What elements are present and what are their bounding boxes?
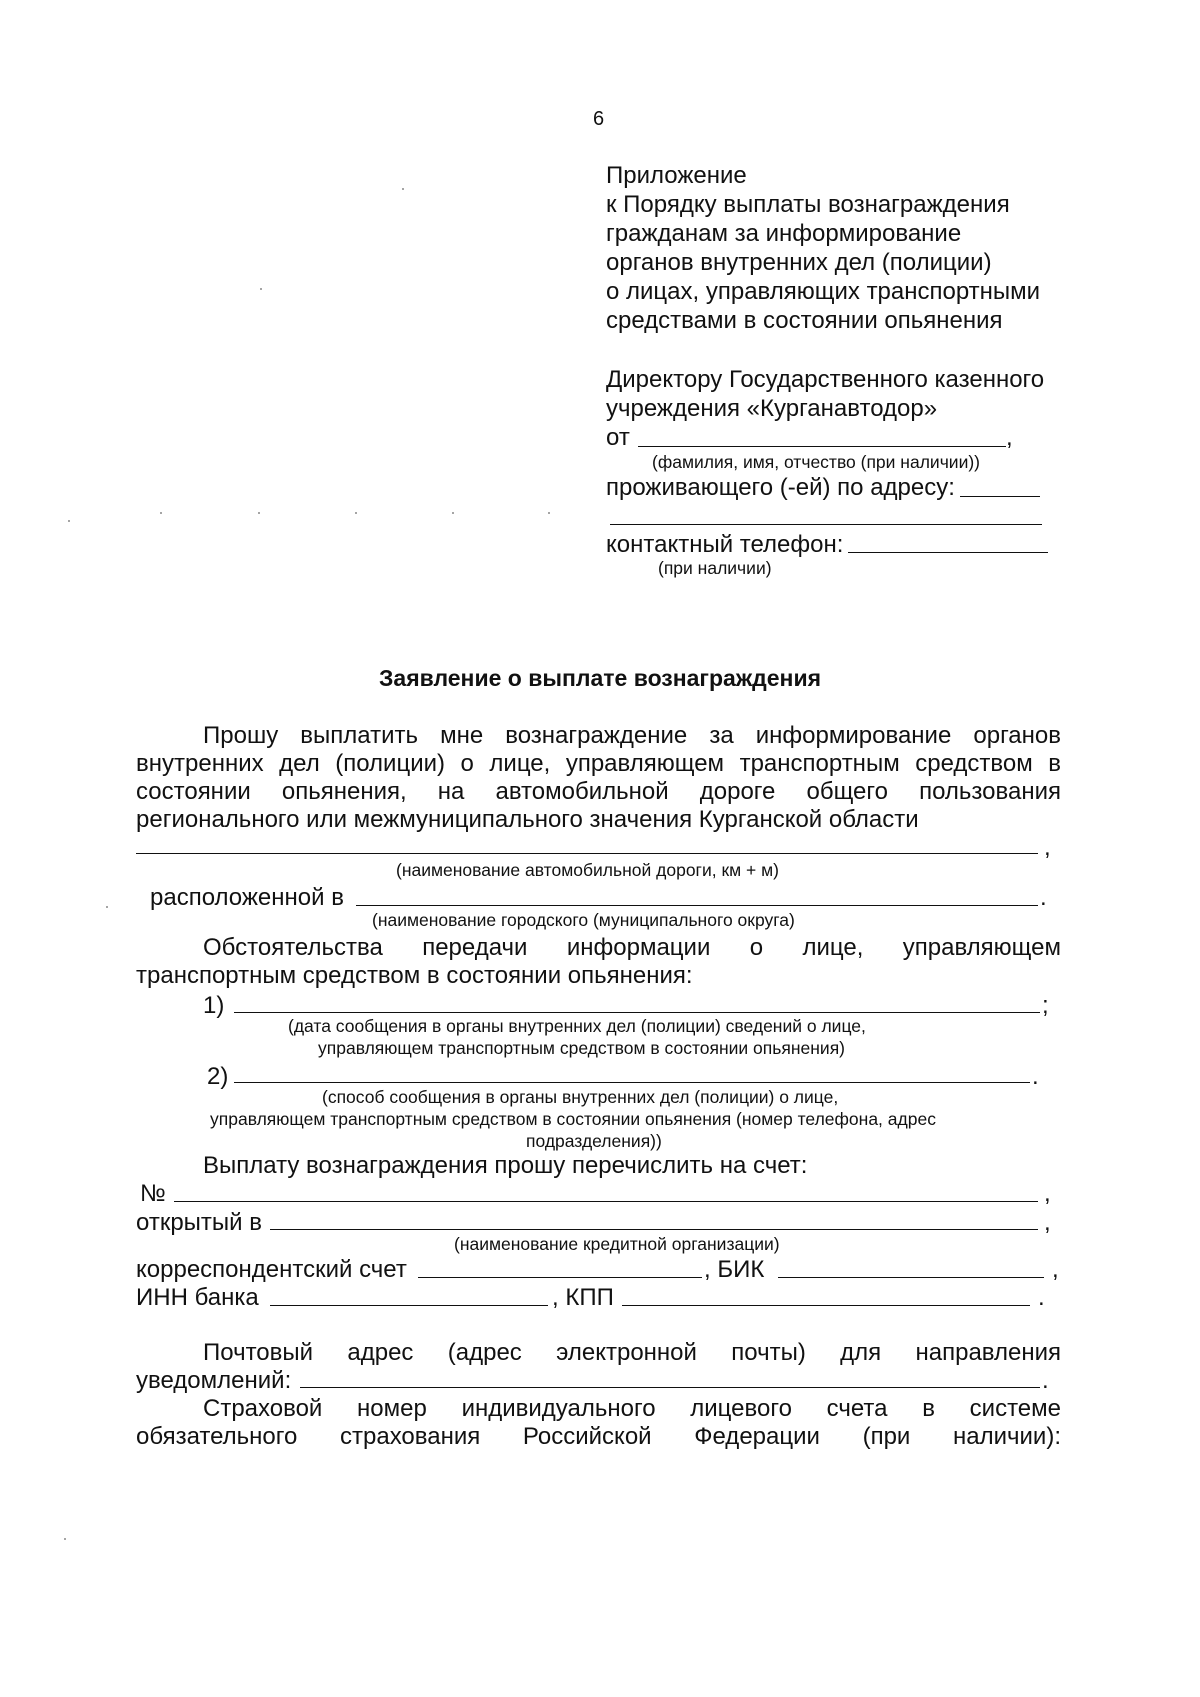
item1-label: 1): [203, 992, 225, 1019]
item1-hint: (дата сообщения в органы внутренних дел (полиции) сведений о лице,: [288, 1016, 866, 1036]
bik-field[interactable]: [778, 1277, 1044, 1278]
scan-speck: [260, 288, 262, 290]
bank-label: открытый в: [136, 1209, 262, 1236]
address-field-1[interactable]: [960, 496, 1040, 497]
item2-label: 2): [207, 1063, 229, 1090]
scan-speck: [106, 906, 108, 908]
scan-speck: [160, 512, 162, 514]
account-field[interactable]: [174, 1201, 1038, 1202]
located-period: .: [1040, 884, 1047, 911]
scan-speck: [548, 512, 550, 514]
road-hint: (наименование автомобильной дороги, км + м): [396, 860, 779, 880]
bank-field[interactable]: [270, 1229, 1038, 1230]
bik-label: , БИК: [704, 1256, 765, 1283]
item2-end: .: [1032, 1063, 1039, 1090]
appendix-line: Приложение: [606, 162, 747, 189]
scan-speck: [355, 512, 357, 514]
appendix-line: органов внутренних дел (полиции): [606, 249, 992, 276]
appendix-line: средствами в состоянии опьянения: [606, 307, 1003, 334]
intro-line: внутренних дел (полиции) о лице, управляющем транспортным средством в: [136, 750, 1061, 777]
postal-end: .: [1042, 1367, 1049, 1394]
postal-label: уведомлений:: [136, 1367, 292, 1394]
addressee-line: Директору Государственного казенного: [606, 366, 1045, 393]
intro-line: Прошу выплатить мне вознаграждение за информирование органов: [203, 722, 1061, 749]
appendix-line: гражданам за информирование: [606, 220, 962, 247]
bank-end: ,: [1044, 1209, 1051, 1236]
item2-hint: подразделения)): [526, 1131, 662, 1151]
located-field[interactable]: [356, 905, 1038, 906]
located-label: расположенной в: [150, 884, 344, 911]
postal-field[interactable]: [300, 1387, 1040, 1388]
kpp-label: , КПП: [552, 1284, 614, 1311]
circumstances-line: транспортным средством в состоянии опьянения:: [136, 962, 693, 989]
account-label: №: [140, 1180, 166, 1207]
addressee-line: учреждения «Курганавтодор»: [606, 395, 938, 422]
intro-line: регионального или межмуниципального значения Курганской области: [136, 806, 919, 833]
scan-speck: [258, 512, 260, 514]
item2-hint: (способ сообщения в органы внутренних дел (полиции) о лице,: [322, 1087, 839, 1107]
document-title: Заявление о выплате вознаграждения: [379, 665, 821, 691]
insurance-line: Страховой номер индивидуального лицевого счета в системе: [203, 1395, 1061, 1422]
kpp-end: .: [1038, 1284, 1045, 1311]
inn-field[interactable]: [270, 1305, 548, 1306]
corr-field[interactable]: [418, 1277, 702, 1278]
from-comma: ,: [1006, 424, 1013, 451]
scan-speck: [68, 520, 70, 522]
account-end: ,: [1044, 1180, 1051, 1207]
item1-field[interactable]: [234, 1012, 1040, 1013]
address-label: проживающего (-ей) по адресу:: [606, 474, 955, 501]
item2-hint: управляющем транспортным средством в состоянии опьянения (номер телефона, адрес: [210, 1109, 936, 1129]
page-number: 6: [593, 108, 605, 130]
item1-hint: управляющем транспортным средством в состоянии опьянения): [318, 1038, 845, 1058]
scan-speck: [452, 512, 454, 514]
appendix-line: к Порядку выплаты вознаграждения: [606, 191, 1010, 218]
circumstances-line: Обстоятельства передачи информации о лице, управляющем: [203, 934, 1061, 961]
scan-speck: [402, 188, 404, 190]
address-field-2[interactable]: [610, 524, 1042, 525]
located-hint: (наименование городского (муниципального округа): [372, 910, 795, 930]
phone-hint: (при наличии): [658, 558, 772, 578]
from-hint: (фамилия, имя, отчество (при наличии)): [652, 452, 981, 472]
from-name-field[interactable]: [638, 446, 1006, 447]
corr-label: корреспондентский счет: [136, 1256, 407, 1283]
bik-end: ,: [1052, 1256, 1059, 1283]
from-label: от: [606, 424, 630, 451]
item2-field[interactable]: [234, 1082, 1030, 1083]
appendix-line: о лицах, управляющих транспортными: [606, 278, 1041, 305]
inn-label: ИНН банка: [136, 1284, 259, 1311]
item1-end: ;: [1042, 992, 1049, 1019]
postal-line: Почтовый адрес (адрес электронной почты) для направления: [203, 1339, 1061, 1366]
insurance-line: обязательного страхования Российской Федерации (при наличии):: [136, 1423, 1061, 1450]
kpp-field[interactable]: [622, 1305, 1030, 1306]
bank-hint: (наименование кредитной организации): [454, 1234, 780, 1254]
phone-label: контактный телефон:: [606, 531, 844, 558]
intro-line: состоянии опьянения, на автомобильной дороге общего пользования: [136, 778, 1061, 805]
phone-field[interactable]: [848, 552, 1048, 553]
road-name-field[interactable]: [136, 853, 1038, 854]
payment-intro: Выплату вознаграждения прошу перечислить на счет:: [203, 1152, 808, 1179]
road-comma: ,: [1044, 834, 1051, 861]
scan-speck: [64, 1538, 66, 1540]
